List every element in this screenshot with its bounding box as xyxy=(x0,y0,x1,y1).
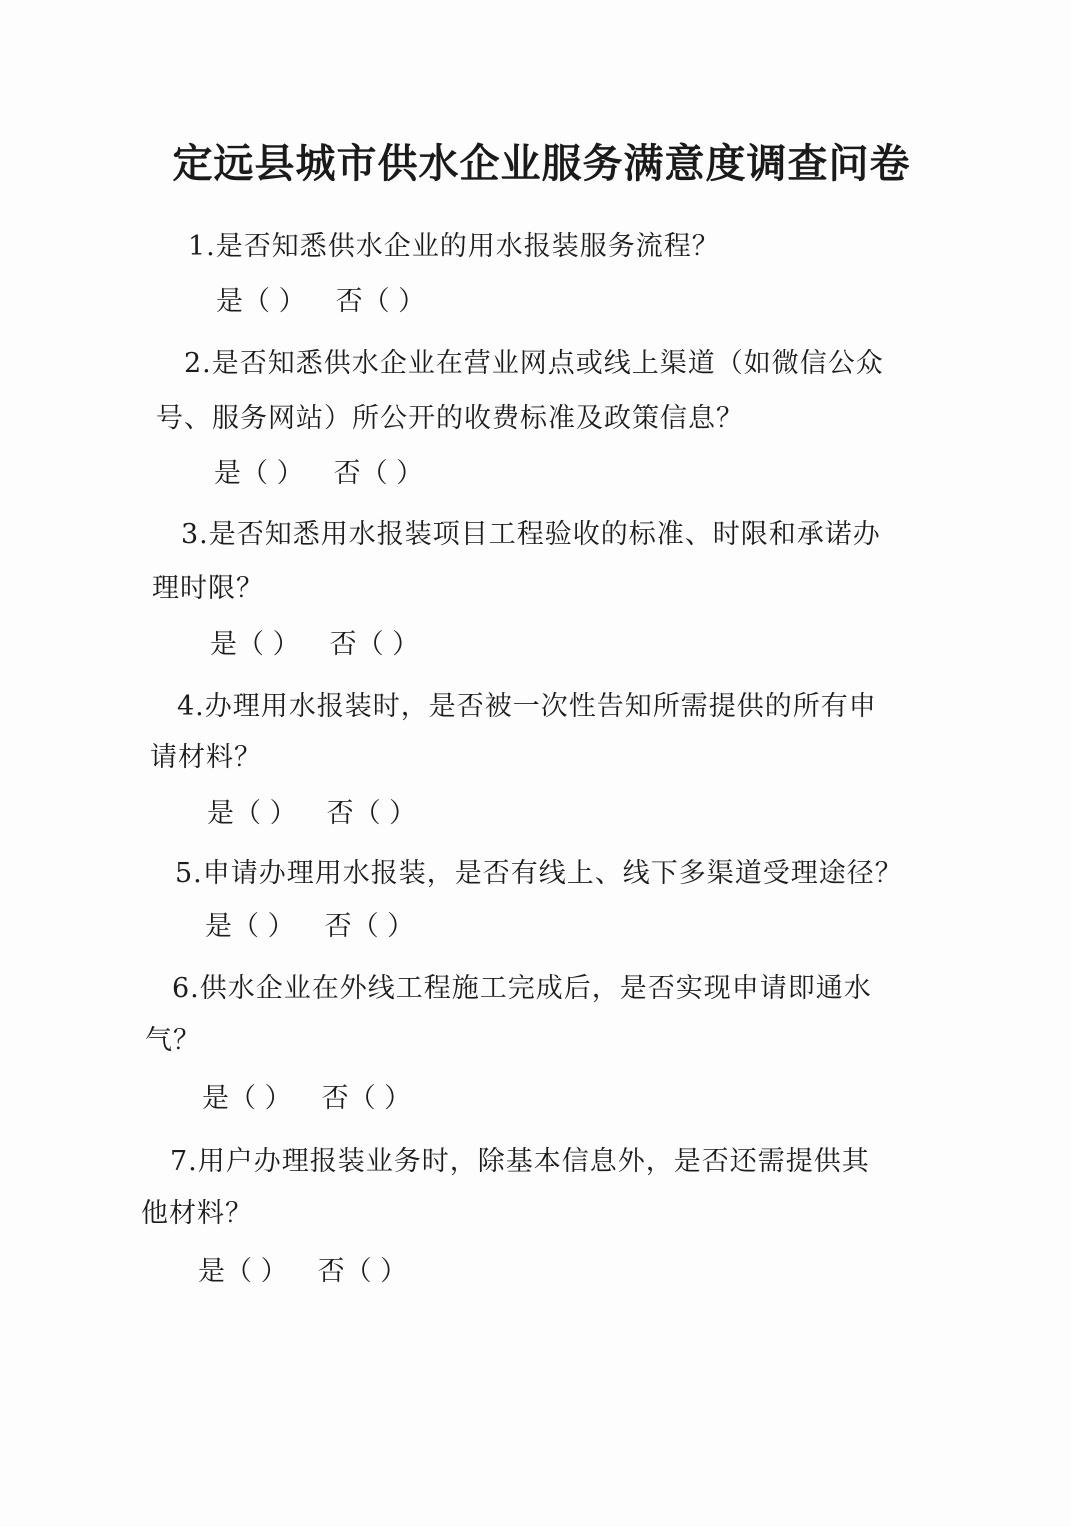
question-3-line-2: 理时限？ xyxy=(152,573,264,604)
question-7-line-2: 他材料？ xyxy=(141,1198,253,1229)
page-title: 定远县城市供水企业服务满意度调查问卷 xyxy=(172,141,911,187)
yes-option: 是（ ） xyxy=(210,629,300,660)
yes-option: 是（ ） xyxy=(207,798,297,829)
question-1-line-1: 1.是否知悉供水企业的用水报装服务流程？ xyxy=(188,231,720,262)
question-5-answers xyxy=(205,910,414,944)
question-6-answers xyxy=(202,1082,411,1116)
yes-option: 是（ ） xyxy=(205,911,295,942)
no-option: 否（ ） xyxy=(329,629,420,660)
question-5-line-1: 5.申请办理用水报装，是否有线上、线下多渠道受理途径？ xyxy=(175,858,903,889)
no-option: 否（ ） xyxy=(335,286,426,317)
no-option: 否（ ） xyxy=(321,1083,412,1114)
question-4-line-1: 4.办理用水报装时，是否被一次性告知所需提供的所有申 xyxy=(177,691,877,722)
yes-option: 是（ ） xyxy=(214,458,304,489)
no-option: 否（ ） xyxy=(333,458,424,489)
yes-option: 是（ ） xyxy=(198,1256,288,1287)
question-1-answers xyxy=(216,285,425,319)
no-option: 否（ ） xyxy=(317,1256,408,1287)
question-3-answers xyxy=(210,628,419,662)
question-6-line-2: 气？ xyxy=(145,1025,201,1056)
yes-option: 是（ ） xyxy=(216,286,306,317)
question-2-line-1: 2.是否知悉供水企业在营业网点或线上渠道（如微信公众 xyxy=(184,348,884,379)
question-4-line-2: 请材料？ xyxy=(150,742,262,773)
question-7-line-1: 7.用户办理报装业务时，除基本信息外，是否还需提供其 xyxy=(170,1146,870,1177)
question-2-answers xyxy=(214,457,423,491)
yes-option: 是（ ） xyxy=(202,1083,292,1114)
no-option: 否（ ） xyxy=(326,798,417,829)
question-4-answers xyxy=(207,797,416,831)
question-7-answers xyxy=(198,1255,407,1289)
no-option: 否（ ） xyxy=(324,911,415,942)
question-6-line-1: 6.供水企业在外线工程施工完成后，是否实现申请即通水 xyxy=(172,973,872,1004)
question-3-line-1: 3.是否知悉用水报装项目工程验收的标准、时限和承诺办 xyxy=(181,519,881,550)
question-2-line-2: 号、服务网站）所公开的收费标准及政策信息？ xyxy=(156,403,744,434)
